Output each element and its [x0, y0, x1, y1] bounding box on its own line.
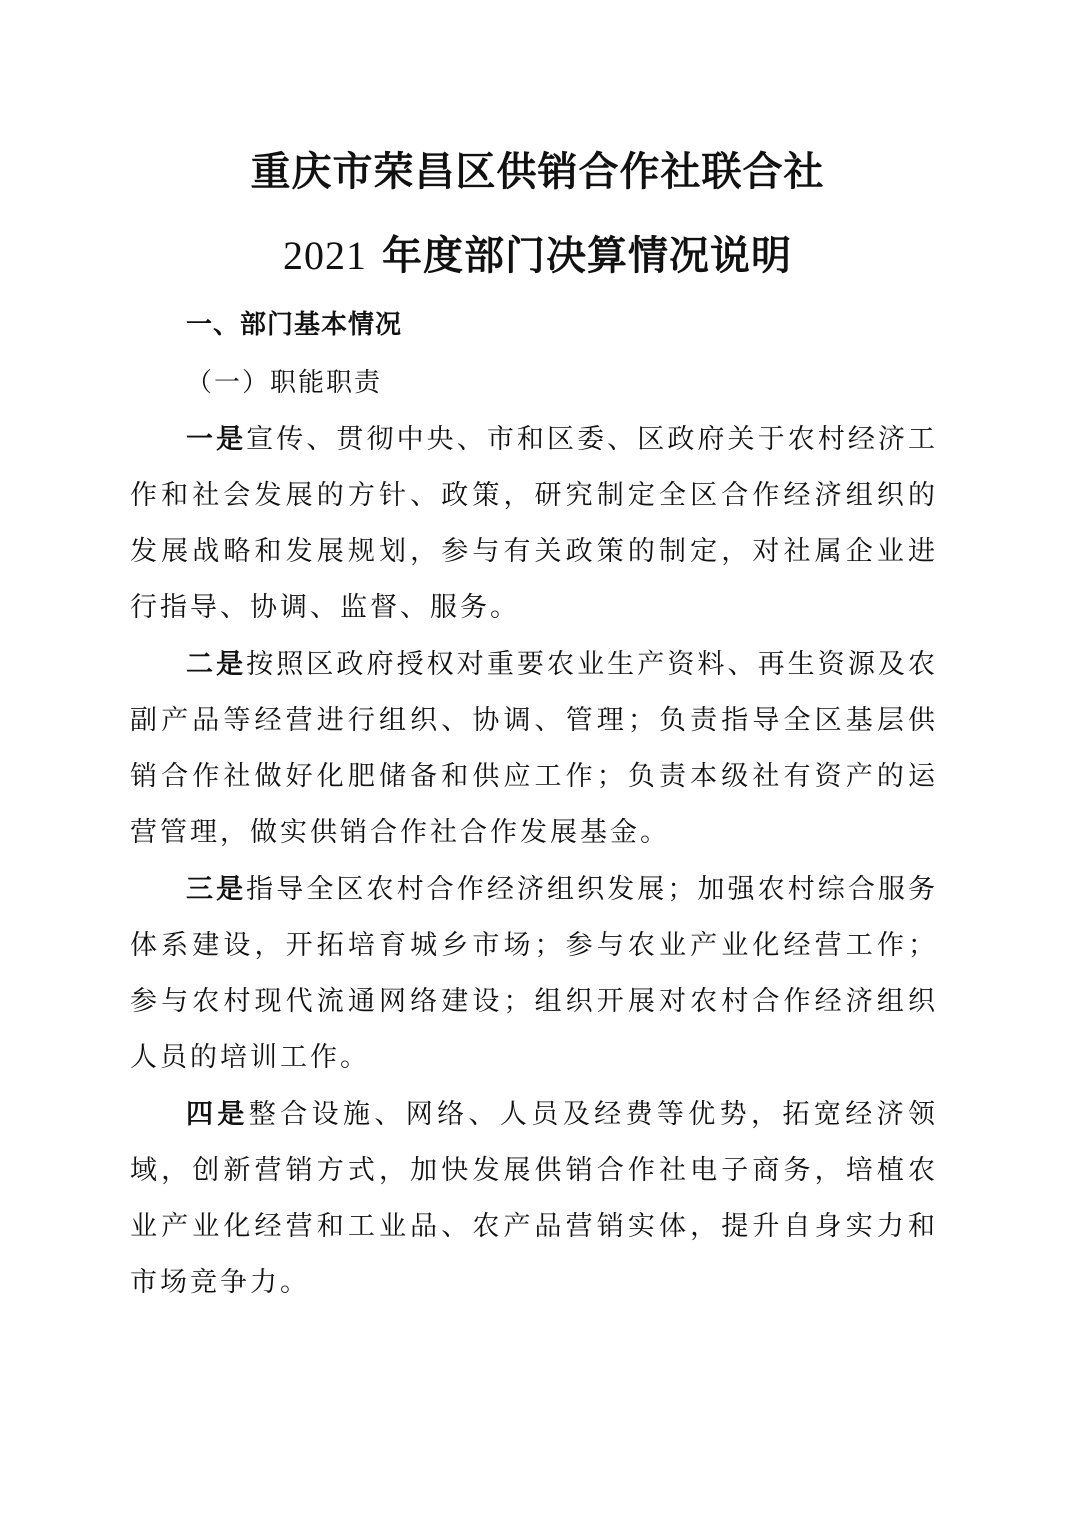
paragraph-duty-4: [130, 1087, 938, 1311]
paragraph-text: 整合设施、网络、人员及经费等优势，拓宽经济领域，创新营销方式，加快发展供销合作社电子商务，培植农业产业化经营和工业品、农产品营销实体，提升自身实力和市场竞争力。: [130, 1099, 939, 1298]
paragraph-lead: 一是: [186, 424, 247, 455]
section-heading: 一、部门基本情况: [186, 310, 403, 340]
paragraph-duty-2: [130, 637, 938, 861]
paragraph-duty-1: [130, 412, 938, 636]
document-title-line-2-text: 年度部门决算情况说明: [367, 233, 792, 279]
sub-heading: （一）职能职责: [186, 368, 383, 398]
paragraph-lead: 三是: [186, 874, 247, 905]
paragraph-text: 按照区政府授权对重要农业生产资料、再生资源及农副产品等经营进行组织、协调、管理；负责指导全区基层供销合作社做好化肥储备和供应工作；负责本级社有资产的运营管理，做实供销合作社合作发展基金。: [130, 649, 939, 848]
paragraph-text: 宣传、贯彻中央、市和区委、区政府关于农村经济工作和社会发展的方针、政策，研究制定全区合作经济组织的发展战略和发展规划，参与有关政策的制定，对社属企业进行指导、协调、监督、服务。: [130, 424, 939, 623]
paragraph-duty-3: [130, 862, 938, 1086]
paragraph-text: 指导全区农村合作经济组织发展；加强农村综合服务体系建设，开拓培育城乡市场；参与农业产业化经营工作；参与农村现代流通网络建设；组织开展对农村合作经济组织人员的培训工作。: [130, 874, 939, 1073]
document-title-line-2: [0, 232, 1075, 280]
paragraph-lead: 四是: [186, 1099, 249, 1130]
document-title-line-1: 重庆市荣昌区供销合作社联合社: [250, 149, 825, 195]
paragraph-lead: 二是: [186, 649, 247, 680]
document-title-year: 2021: [283, 233, 368, 278]
